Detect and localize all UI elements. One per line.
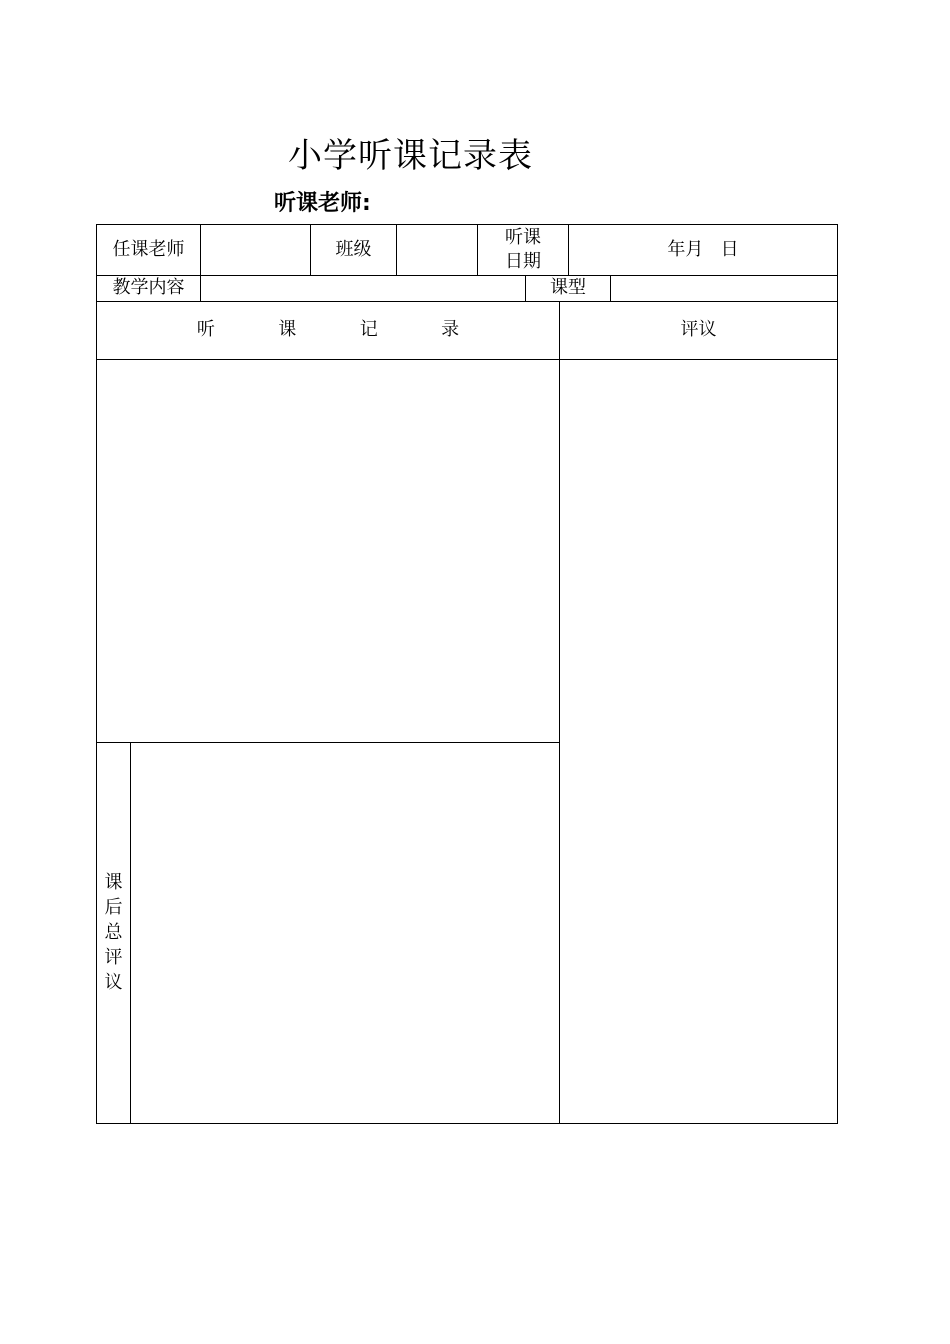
teacher-label: 任课老师 (112, 239, 185, 260)
teaching-content-input-cell[interactable] (201, 276, 524, 300)
lesson-record-heading: 听 课 记 录 (196, 319, 460, 340)
date-value[interactable]: 年月 日 (667, 239, 739, 260)
class-input-cell[interactable] (397, 226, 476, 274)
date-label (478, 225, 568, 275)
teacher-input-cell[interactable] (201, 226, 309, 274)
post-lesson-summary-area[interactable] (131, 743, 558, 1122)
comments-area[interactable] (560, 360, 836, 1122)
teaching-content-label: 教学内容 (112, 277, 185, 298)
comments-heading: 评议 (680, 319, 717, 340)
summary-label-char: 后 (104, 897, 123, 918)
page-title: 小学听课记录表 (288, 136, 533, 176)
lesson-record-area[interactable] (98, 360, 558, 741)
observer-label: 听课老师: (274, 191, 371, 216)
summary-label-char: 评 (104, 947, 123, 968)
lesson-observation-form (96, 224, 838, 1124)
class-label: 班级 (335, 239, 372, 260)
summary-label-char: 总 (104, 922, 123, 943)
post-lesson-summary-label (97, 742, 130, 1123)
lesson-type-input-cell[interactable] (611, 276, 837, 300)
summary-label-char: 课 (104, 872, 123, 893)
date-label-line-1: 听课 (505, 227, 541, 248)
lesson-type-label: 课型 (550, 277, 586, 298)
summary-label-char: 议 (104, 972, 123, 993)
date-label-line-2: 日期 (505, 251, 541, 272)
